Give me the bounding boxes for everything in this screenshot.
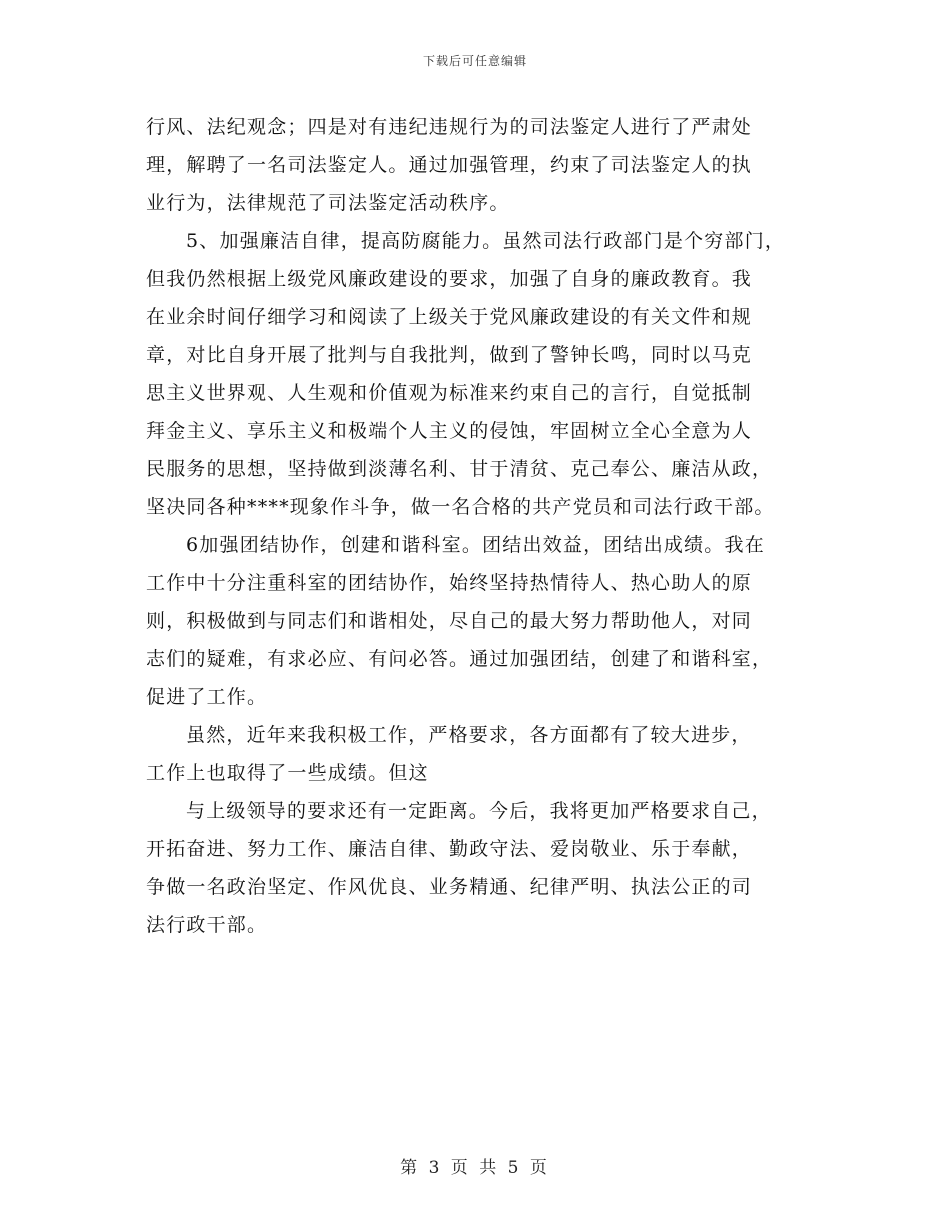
- text-line: 理，解聘了一名司法鉴定人。通过加强管理，约束了司法鉴定人的执: [146, 154, 753, 176]
- text-line: 工作上也取得了一些成绩。但这: [146, 762, 429, 784]
- text-line: 5、加强廉洁自律，提高防腐能力。虽然司法行政部门是个穷部门，: [186, 230, 786, 252]
- text-line: 与上级领导的要求还有一定距离。今后，我将更加严格要求自己，: [186, 800, 772, 822]
- page-number: 第 3 页 共 5 页: [400, 1158, 550, 1178]
- text-line: 民服务的思想，坚持做到淡薄名利、甘于清贫、克己奉公、廉洁从政，: [146, 458, 773, 480]
- text-line: 拜金主义、享乐主义和极端个人主义的侵蚀，牢固树立全心全意为人: [146, 420, 753, 442]
- text-line: 在业余时间仔细学习和阅读了上级关于党风廉政建设的有关文件和规: [146, 306, 753, 328]
- text-line: 但我仍然根据上级党风廉政建设的要求，加强了自身的廉政教育。我: [146, 268, 753, 290]
- document-body: [146, 108, 826, 944]
- text-line: 思主义世界观、人生观和价值观为标准来约束自己的言行，自觉抵制: [146, 382, 753, 404]
- text-line: 法行政干部。: [146, 914, 268, 936]
- text-line: 虽然，近年来我积极工作，严格要求，各方面都有了较大进步，: [186, 724, 752, 746]
- text-line: 坚决同各种****现象作斗争，做一名合格的共产党员和司法行政干部。: [146, 496, 775, 518]
- text-line: 业行为，法律规范了司法鉴定活动秩序。: [146, 192, 510, 214]
- text-line: 章，对比自身开展了批判与自我批判，做到了警钟长鸣，同时以马克: [146, 344, 753, 366]
- text-line: 行风、法纪观念；四是对有违纪违规行为的司法鉴定人进行了严肃处: [146, 116, 753, 138]
- text-line: 开拓奋进、努力工作、廉洁自律、勤政守法、爱岗敬业、乐于奉献，: [146, 838, 753, 860]
- text-line: 则，积极做到与同志们和谐相处，尽自己的最大努力帮助他人，对同: [146, 610, 753, 632]
- text-line: 志们的疑难，有求必应、有问必答。通过加强团结，创建了和谐科室，: [146, 648, 773, 670]
- text-line: 6加强团结协作，创建和谐科室。团结出效益，团结出成绩。我在: [186, 534, 765, 556]
- text-line: 工作中十分注重科室的团结协作，始终坚持热情待人、热心助人的原: [146, 572, 753, 594]
- text-line: 争做一名政治坚定、作风优良、业务精通、纪律严明、执法公正的司: [146, 876, 753, 898]
- text-line: 促进了工作。: [146, 686, 268, 708]
- header-note: 下载后可任意编辑: [422, 54, 527, 68]
